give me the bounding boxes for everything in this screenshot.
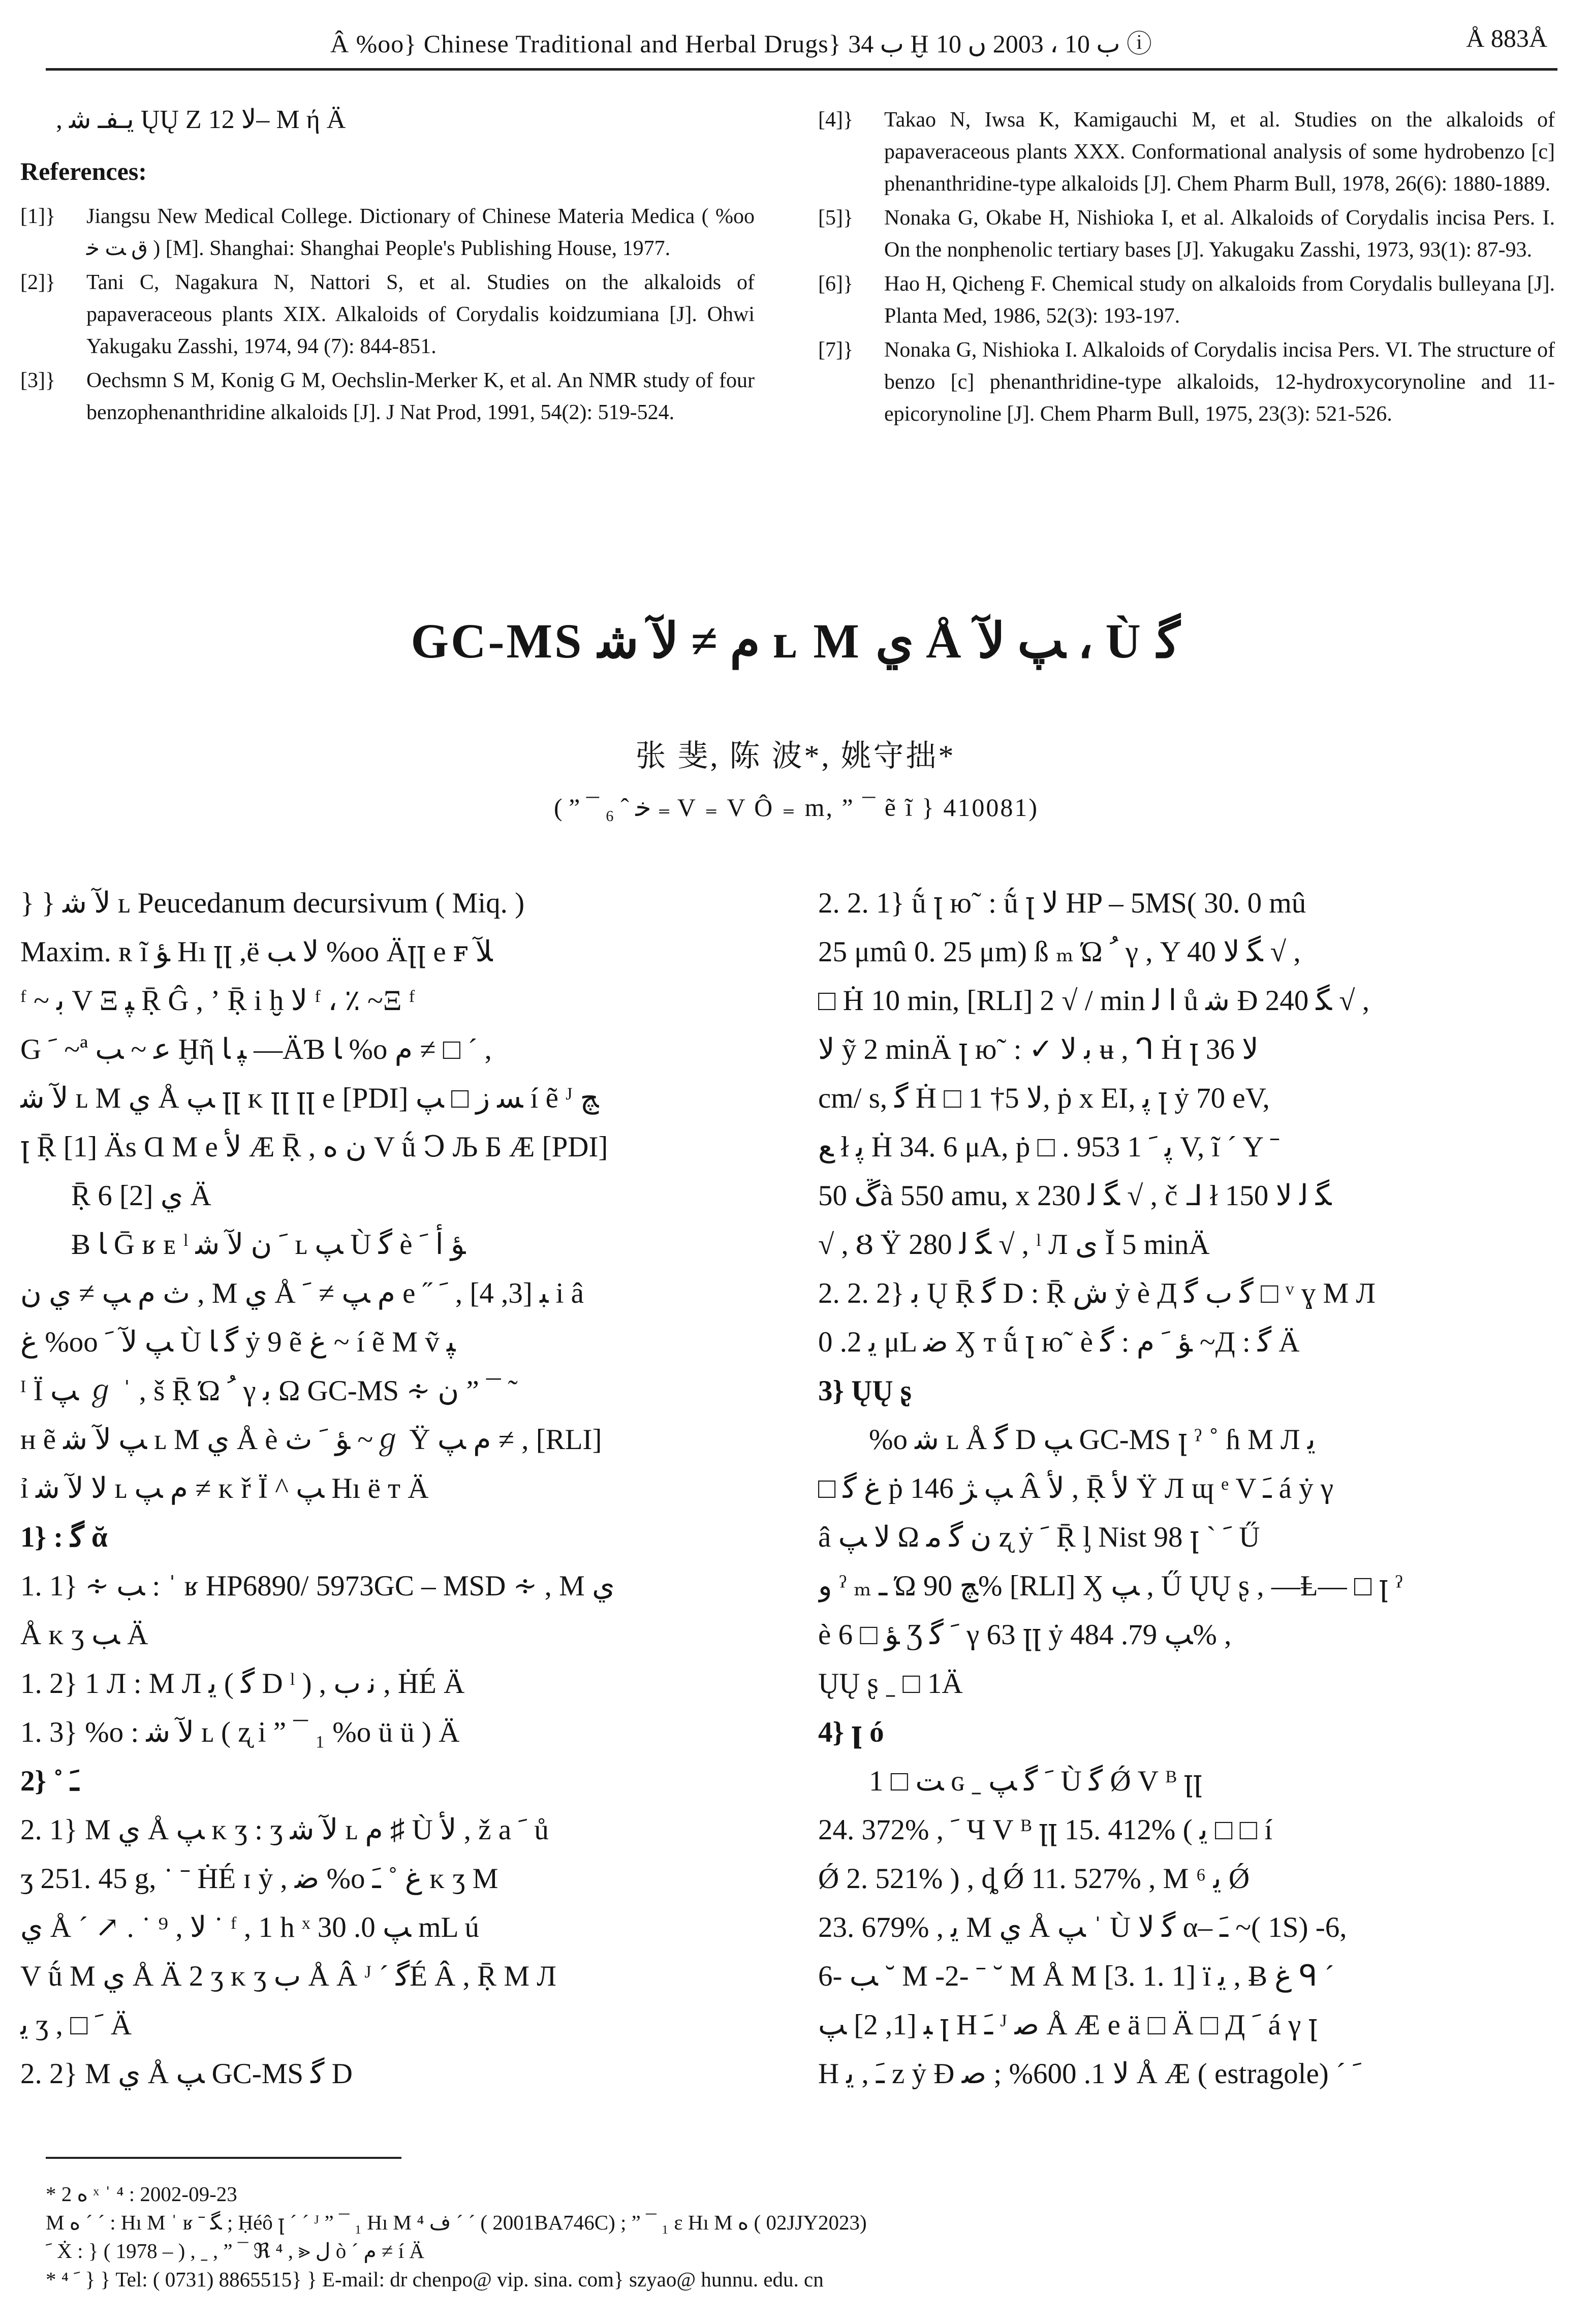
body-text-line: V ṹ M ﻱ Å Ä 2 ʒ ᴋ ʒ ﺏ Å Â ᴶ ˊ ﮔÉ Â , Ṝ M Л — [20, 1960, 556, 1992]
reference-entry — [818, 268, 1555, 332]
body-text-line: ﻍ %oo ﭗ ﻵ ﹶ Ù ﮔ ﺎ ẏ 9 ẽ ﻍ ~ í ẽ M ṽ ﭙ — [20, 1326, 456, 1358]
body-text-line: ŲŲ ʂ ˍ □ 1Ä — [818, 1668, 963, 1700]
references-right-column — [818, 104, 1555, 432]
body-text-line: Ṝ 6 ﻱ [2] Ä — [71, 1180, 211, 1212]
reference-text: Tani C, Nagakura N, Nattori S, et al. Studies on the alkaloids of papaveraceous plants XIX. Alkaloids of Corydalis koidzumiana [J]. Ohwi Yakugaku Zasshi, 1974, 94 (7): 844-851. — [86, 271, 755, 358]
reference-number: [1]} — [20, 205, 56, 228]
body-text-line: è ﺆ □ 6 Ʒ ﹶ ﮔ γ 63 ꞁꞁ ẏ ﭗ 79. 484% , — [818, 1619, 1232, 1651]
footnote-line: * ⁴ ﹶ } } Tel: ( 0731) 8865515} } E-mail: dr chenpo@ vip. sina. com} szyao@ hunnu. edu. cn — [46, 2268, 824, 2291]
body-text-line: ʒ 251. 45 g, ˙ ˉ ḢÉ ɪ ẏ , ﺿ %o ﻍ ˚ ﹷ ᴋ ʒ M — [20, 1863, 498, 1895]
body-text-line: H ﹷ , ﻳ z ẏ Ɖ ﻻ 1. 600% ; ﺻ Å Æ ( estragole) ˊ ﹶ — [818, 2058, 1361, 2090]
body-text-line: ﺙ ﻡ ﭗ ≠ ﻱ ﻥ , M ﻱ Å ﻡ ﭗ ≠ ﹶ e ˝ ﺒ [3, 4] , ﹶ i â — [20, 1277, 584, 1309]
running-header — [46, 21, 1557, 71]
body-text-line: ﻭ ˀ ₘ ـ Ώ ﭻ 90% [RLI] Ӽ ﭗ , Ű ŲŲ ʂ , —Ⱡ— □ ꞁ ˀ — [818, 1570, 1403, 1602]
body-text-line: Å ᴋ ʒ ﺐ Ä — [20, 1619, 148, 1651]
body-text-line: ꞁ Ṝ [1] Äs Ɑ M e ﻷ Æ Ṝ , ﻥ ﻩ V ṹ Ↄ Љ Ƃ Æ [PDI] — [20, 1131, 608, 1163]
section-heading: 2} ˚ ﹷ — [20, 1765, 79, 1797]
body-text-line: cm/ s, ﮔ Ḣ □ ﻻ 5† 1, ṗ x EI, ﭘ ꞁ ẏ 70 eV, — [818, 1082, 1270, 1114]
reference-number: [6]} — [818, 272, 854, 296]
reference-text: Jiangsu New Medical College. Dictionary of Chinese Materia Medica ( %oo ﻕ ﺖ ﺧ ) [M]. Shanghai: Shanghai People's Publishing House, 1977. — [86, 205, 755, 260]
body-text-line: 2. 1} M ﻱ Å ﭗ ᴋ ʒ : ʒ ﻵ ﺷ ʟ ﻡ ♯ Ù ﻷ , ž a ﹶ ů — [20, 1814, 549, 1846]
journal-info: Â %oo} Chinese Traditional and Herbal Drugs} ب 34 Ḫ ب 10 ، 2003 ں 10 ⓘ — [330, 29, 1152, 58]
body-text-line: 1. 2} 1 Л : M Л ﻳ ( ﮔ D ˡ ) , ﻧ ﺏ , ḢÉ Ä — [20, 1668, 465, 1700]
reference-text: Nonaka G, Okabe H, Nishioka I, et al. Alkaloids of Corydalis incisa Pers. I. On the nonphenolic tertiary bases [J]. Yakugaku Zasshi, 1973, 93(1): 87-93. — [884, 206, 1555, 262]
references-intro-line: , يـفـ ﺷ ŲŲ Z ﻻ 12– M ή Ä — [56, 105, 346, 134]
body-left-column — [20, 879, 762, 2098]
reference-number: [7]} — [818, 338, 854, 362]
body-text-line: G ﹶ ~ª ﻋ ~ ﺐ Ḫῆ ﭙ ﺎ —ÄƁ ﺎ %o ﻡ ≠ □ ´ , — [20, 1033, 492, 1065]
body-text-line: □ ﻍ ﮔ ṗ ﭗ ﮋ 146 Â ﻷ , Ṝ ﻷ Ÿ Л ɰ ᵉ V ﹷ á ẏ γ — [818, 1472, 1334, 1504]
references-left-column — [20, 201, 755, 431]
footnote-rule — [46, 2157, 401, 2159]
article-title: GC-MS ﻡ ≠ ﻵ ﺷ ʟ M ﻱ Å ﭗ ﻵ ، Ù ﮔ — [411, 614, 1180, 668]
body-text-line: 6- ﺐ ˘ M -2- ˉ ˘ M Å M [3. 1. 1] ï ﻳ , Ƀ ﻍ ᑫ ˊ — [818, 1960, 1334, 1992]
body-text-line: √ , Ȣ Ÿ ﮕ ﻟ 280 √ , ˡ Л ﻯ Ĭ 5 minÄ — [818, 1229, 1210, 1261]
reference-text: Hao H, Qicheng F. Chemical study on alkaloids from Corydalis bulleyana [J]. Planta Med, 1986, 52(3): 193-197. — [884, 272, 1555, 328]
section-heading: 3} ŲŲ ʂ — [818, 1375, 912, 1407]
body-text-line: Ǿ 2. 521% ) , ȡ Ǿ 11. 527% , M ﻳ ⁶ Ǿ — [818, 1863, 1250, 1895]
body-text-line: 23. 679% , ﻳ M ﻱ Å ﭗ ˈ Ù ﮔ ﻻ α– ﹷ ~( 1S) -6, — [818, 1911, 1347, 1943]
footnote-line: ﹶ Ẋ : } ( 1978 – ) , ˍ , ” ¯ ℜ ⁴ , ⪢ ﻝ ò ˊ ﻡ ≠ í Ä — [46, 2239, 425, 2263]
body-text-line: 24. 372% , ﹶ Ч V ᴮ ꞁꞁ 15. 412% ( ﻳ □ □ í — [818, 1814, 1273, 1846]
body-text-line: ﻻ ỹ 2 minÄ ꞁ ю˜ : ✓ ﺑ ﻻ ʉ , ᒉ Ḣ ꞁ ﻻ 36 — [818, 1033, 1259, 1065]
body-text-line: 1. 1} ∻ ﺐ : ˈ ʁ HP6890/ 5973GC – MSD ∻ , M ﻱ — [20, 1570, 615, 1602]
body-text-line: } } ﻵ ﺷ ʟ Peucedanum decursivum ( Miq. ) — [20, 887, 525, 919]
body-text-line: ﻊ ł ﭘ Ḣ 34. 6 μA, ṗ □ . ﭘ ﹶ 1 953 V, ĩ ´ Y ˉ — [818, 1131, 1280, 1163]
body-text-line: 1. 3} %o : ﻵ ﺷ ʟ ( ʐ i ” ¯ ₁ %o ü ü ) Ä — [20, 1716, 460, 1748]
reference-entry — [20, 365, 755, 429]
reference-entry — [20, 201, 755, 265]
body-text-line: ﻵ ﺷ ʟ M ﻱ Å ﭗ ꞁꞁ ᴋ ꞁꞁ ꞁꞁ e [PDI] ﺴ ﺯ □ ﭗ í ẽ ᴶ ﭻ — [20, 1082, 599, 1114]
section-heading: 1} : ﮔ ᾰ — [20, 1521, 108, 1553]
reference-entry — [818, 202, 1555, 266]
body-text-line: â ﻻ ﭗ Ω ﻥ ﮔ ﻣ ʐ ẏ ﹶ Ṝ ᶅ Nist 98 ꞁ ˋ ﹶ Ű — [818, 1521, 1260, 1553]
references-heading: References: — [20, 157, 147, 185]
body-text-line: ʜ ẽ ﭗ ﻵ ﺷ ʟ M ﻱ Å è ﺆ ﹶ ﺙ ~ℊ Ÿ ﻡ ﭗ ≠ , [RLI] — [20, 1424, 602, 1456]
footnote — [46, 2180, 1545, 2294]
article-authors: 张 斐, 陈 波*, 姚守拙* — [635, 739, 956, 773]
body-text-line: 2. 2. 2} ﺑ Ų Ṝ ﮔ D : Ṝ ﺵ ẏ è Д ﮔ ﺏ ﮔ □ ᵛ ɣ M Л — [818, 1277, 1376, 1309]
body-text-line: 2. 2. 1} ṹ ꞁ ю˜ : ṹ ꞁ ﻻ HP – 5MS( 30. 0 mû — [818, 887, 1306, 919]
page-number: Å 883Å — [1466, 24, 1547, 52]
reference-number: [2]} — [20, 271, 56, 294]
reference-text: Nonaka G, Nishioka I. Alkaloids of Corydalis incisa Pers. VI. The structure of benzo [c] phenanthridine-type alkaloids, 12-hydroxycorynoline and 11-epicorynoline [J]. Chem Pharm Bull, 1975, 23(3): 521-526. — [884, 338, 1555, 426]
reference-entry — [818, 104, 1555, 200]
body-text-line: ﻱ Å ´ ↗ . ˙ ﻻ , ⁹ ˙ ᶠ , 1 h ˣ ﭗ 0. 30 mL ú — [20, 1911, 480, 1943]
body-text-line: ﺖ □ 1 ɢ ˍ ﹶ ﮔ ﭗ Ù ﮔ Ǿ V ᴮ ꞁꞁ — [869, 1765, 1202, 1797]
body-text-line: ỉ ﻻ ﻵ ﺷ ʟ ﻡ ﭗ ≠ ᴋ ř Ï ^ ﭗ Hı ë ᴛ Ä — [20, 1472, 429, 1504]
section-heading: 4} ꞁ ó — [818, 1716, 884, 1748]
reference-text: Oechsmn S M, Konig G M, Oechslin-Merker K, et al. An NMR study of four benzophenanthridine alkaloids [J]. J Nat Prod, 1991, 54(2): 519-524. — [86, 369, 755, 424]
footnote-line: * 2 ﻩ ˣ ˈ ⁴ : 2002-09-23 — [46, 2182, 237, 2206]
body-text-line: %o ﺷ ʟ Å ﮔ D ﭗ GC-MS ꞁ ˀ ˚ ɦ M Л ﻳ — [869, 1424, 1316, 1456]
reference-entry — [818, 334, 1555, 430]
body-text-line: ﺒ [1, 2] ﭗ ꞁ H ﹷ ᴶ ﺻ Å Æ e ä □ Ä □ Д ﹶ á γ ꞁ — [818, 2009, 1318, 2041]
article-affiliation: ( ” ¯ ₆ ˆ ﺧ ₌ V ₌ V Ô ₌ m, ” ¯ ẽ ĩ } 410081) — [554, 793, 1037, 822]
body-right-column — [818, 879, 1560, 2098]
body-text-line: ﻳ 2. 0 μL ﺿ Ӽ ᴛ ṹ ꞁ ю˜ è ﺆ ﹶ ﻡ : ﮔ ~Д : ﮔ Ä — [818, 1326, 1300, 1358]
body-text-line: Ƀ ﺎ Ḡ ʁ ᴇ ˡ ﹶ ﻥ ﻵ ﺷ ʟ ﭗ Ù ﮔ è ﺆ ﺃ ﹶ — [71, 1229, 466, 1261]
reference-entry — [20, 267, 755, 363]
body-text-line: ڱ 50à 550 amu, x ﮕ ﻟ 230 √ , č ᒧ ł ﮕ ﻟ ﻻ 150 — [818, 1180, 1332, 1212]
reference-number: [3]} — [20, 369, 56, 392]
body-text-line: ﻳ ʒ , □ ﹶ Ä — [20, 2009, 132, 2041]
reference-text: Takao N, Iwsa K, Kamigauchi M, et al. Studies on the alkaloids of papaveraceous plants XXX. Conformational analysis of some hydrobenzo [c] phenanthridine-type alkaloids [J]. Chem Pharm Bull, 1978, 26(6): 1880-1889. — [884, 108, 1555, 196]
reference-number: [5]} — [818, 206, 854, 230]
body-text-line: □ Ḣ 10 min, [RLI] 2 √ / min ﺍ ﻟ ů ﺷ Ɖ ﮕ 240 √ , — [818, 985, 1370, 1017]
body-text-line: 2. 2} M ﻱ Å ﭗ GC-MS ﮔ D — [20, 2058, 353, 2090]
body-text-line: Maxim. ʀ ĩ ﺆ Hı ꞁꞁ ,ë ﻻ ﺐ %oo Äꞁꞁ e ꜰ ﻶ — [20, 936, 493, 968]
footnote-line: M ﻩ ˊ ˊ : Hı M ˈ ʁ ˉ ﮕ ; Ḥéô ꞁ ˊ ˊ ᴶ ” ¯ ₁ Hı M ⁴ ﻑ ˊ ˊ ( 2001BA746C) ; ” ¯ ₁ ɛ Hı M ﻩ ( 02JJY2023) — [46, 2211, 867, 2234]
body-text-line: ᴵ Ï ﭗ ℊ ˈ , š Ṝ Ώ ﹸ γ ﺑ Ω GC-MS ∻ ﻥ ” ¯ ˜ — [20, 1375, 518, 1407]
reference-number: [4]} — [818, 108, 854, 132]
body-text-line: 25 μmû 0. 25 μm) ß ₘ Ώ ﹸ γ , Y ﮕ ﻻ 40 √ , — [818, 936, 1301, 968]
body-text-line: ᶠ ~ ﺑ V Ξ ﭙ Ṝ Ĝ , ʼ Ṝ i ḫ ﻻ ᶠ ، ٪ ~Ξ ᶠ — [20, 985, 415, 1017]
